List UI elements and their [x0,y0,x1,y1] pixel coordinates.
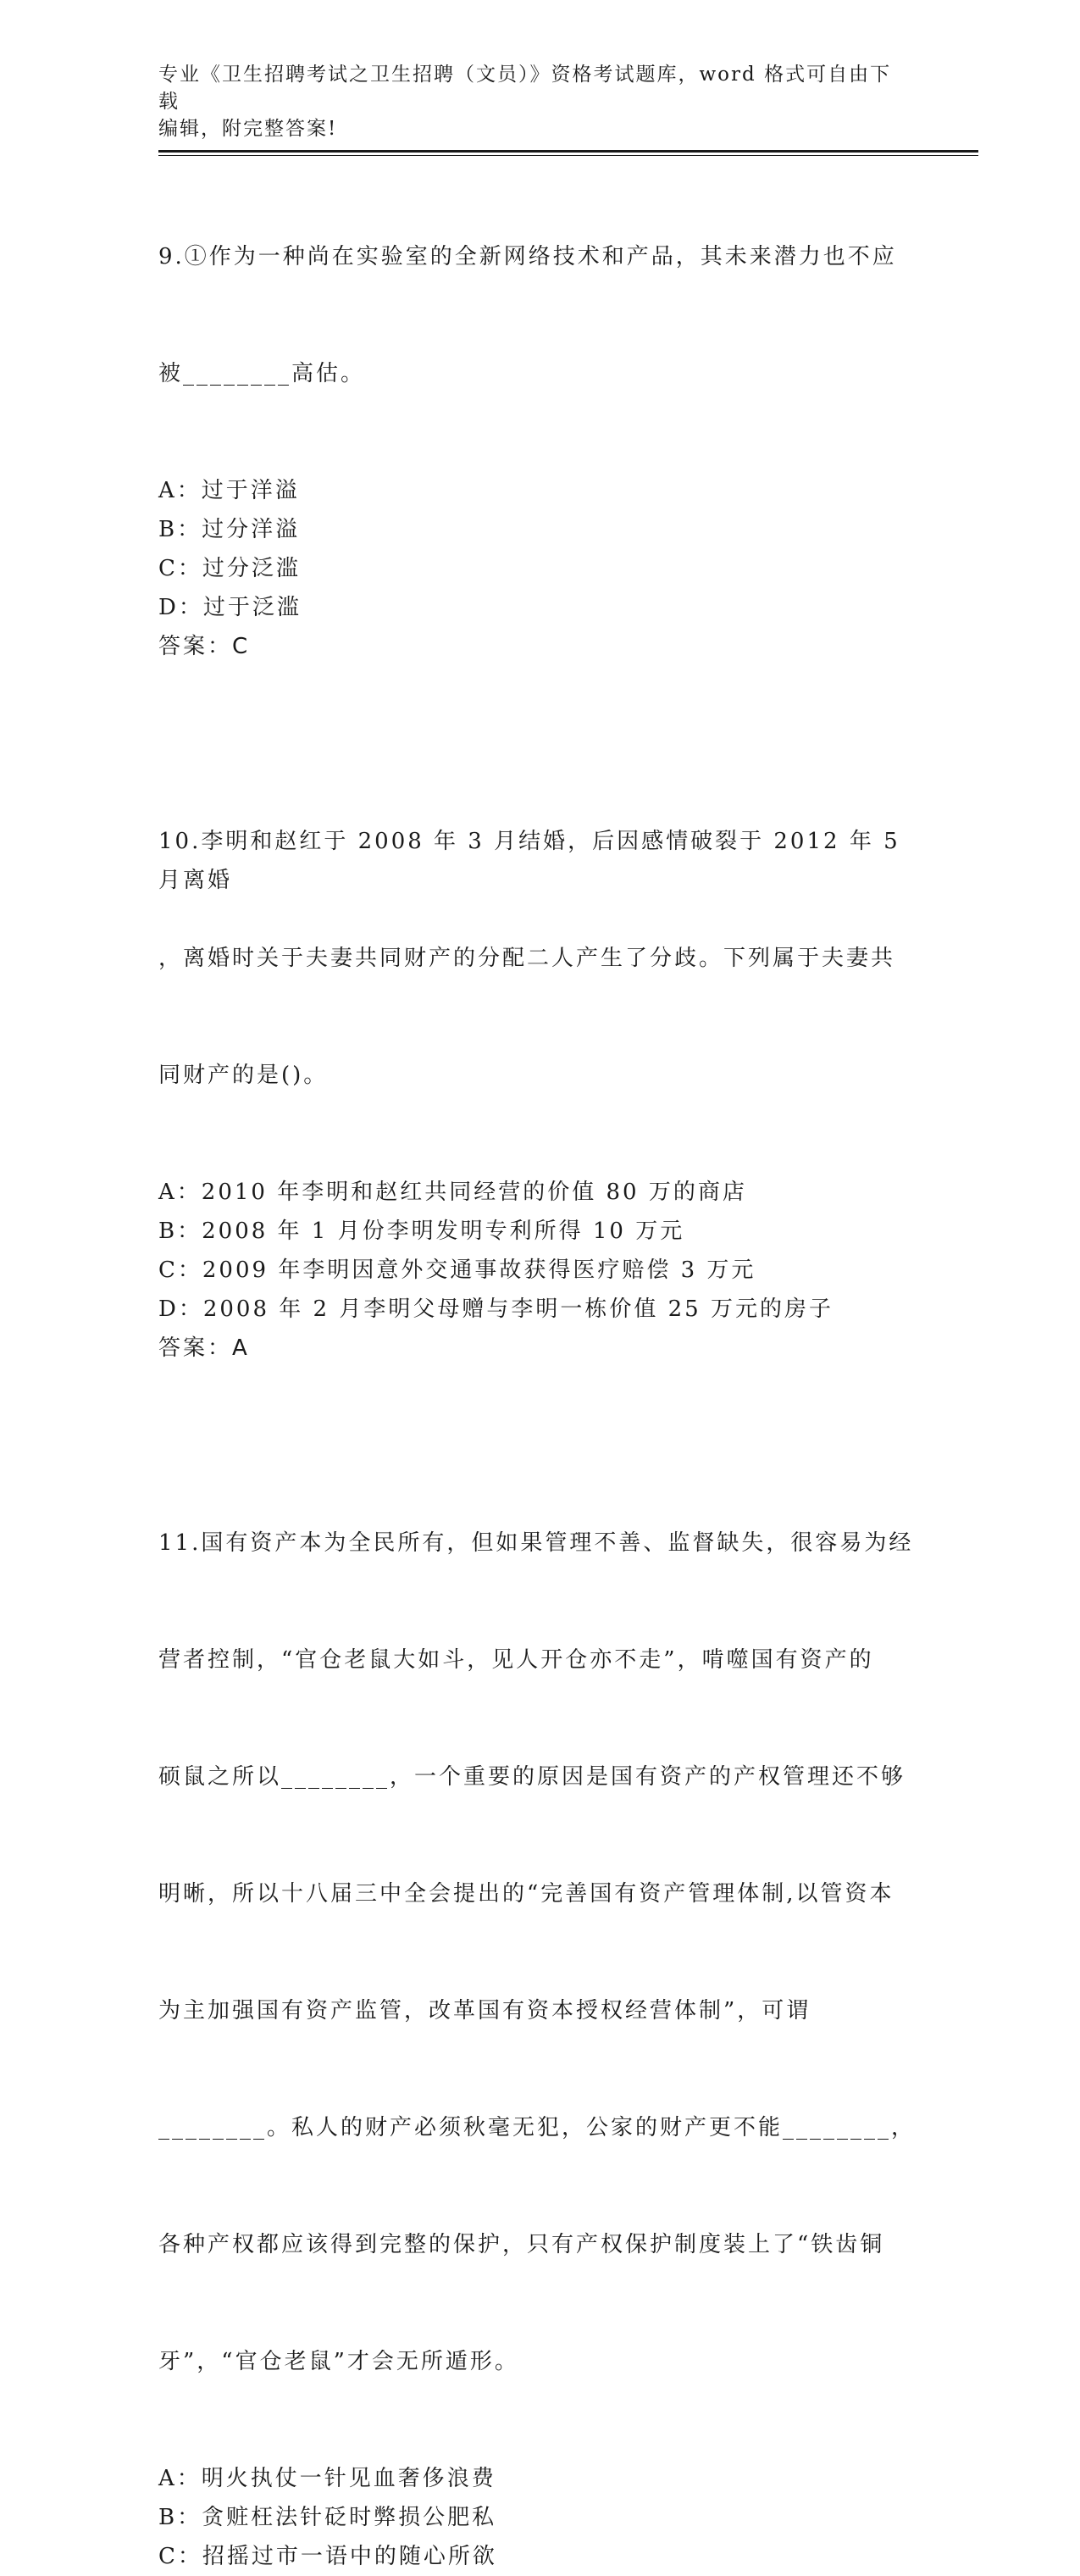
stem-line: 9.①作为一种尚在实验室的全新网络技术和产品，其未来潜力也不应 [158,244,897,269]
stem-line: 硕鼠之所以________，一个重要的原因是国有资产的产权管理还不够 [158,1764,906,1790]
stem-line: 同财产的是()。 [158,1063,329,1088]
question-stem [158,159,921,471]
option-a: A：明火执仗一针见血奢侈浪费 [158,2466,496,2491]
stem-line: ________。私人的财产必须秋毫无犯，公家的财产更不能________， [158,2115,917,2140]
question-9 [158,159,921,666]
stem-line: 为主加强国有资产监管，改革国有资本授权经营体制”，可谓 [158,1998,811,2024]
stem-line: 明晰，所以十八届三中全会提出的“完善国有资产管理体制,以管资本 [158,1881,894,1907]
answer: 答案：C [158,634,251,659]
stem-line: 11.国有资产本为全民所有，但如果管理不善、监督缺失，很容易为经 [158,1530,914,1556]
stem-line: 10.李明和赵红于 2008 年 3 月结婚，后因感情破裂于 2012 年 5 月离婚 [158,829,910,893]
question-stem [158,1446,921,2459]
question-spacer [158,1368,921,1446]
option-d: D：2008 年 2 月李明父母赠与李明一栋价值 25 万元的房子 [158,1296,834,1322]
question-list [158,159,921,2576]
header-divider-thin [158,155,978,156]
stem-line: 各种产权都应该得到完整的保护，只有产权保护制度装上了“铁齿铜 [158,2232,885,2257]
header-line-2: 编辑，附完整答案! [158,118,338,140]
question-10 [158,744,921,1368]
stem-line: 牙”，“官仓老鼠”才会无所遁形。 [158,2349,519,2374]
header-line-1: 专业《卫生招聘考试之卫生招聘（文员）》资格考试题库，word 格式可自由下载 [158,64,892,113]
option-a: A：2010 年李明和赵红共同经营的价值 80 万的商店 [158,1180,747,1205]
stem-line: ，离婚时关于夫妻共同财产的分配二人产生了分歧。下列属于夫妻共 [158,946,896,971]
question-stem [158,744,921,1173]
question-spacer [158,666,921,744]
option-b: B：2008 年 1 月份李明发明专利所得 10 万元 [158,1219,685,1244]
answer: 答案：A [158,1335,250,1361]
option-d: D：过于泛滥 [158,595,302,620]
header-divider-thick [158,150,978,153]
stem-line: 被________高估。 [158,361,366,386]
stem-line: 营者控制，“官仓老鼠大如斗，见人开仓亦不走”，啃噬国有资产的 [158,1647,874,1673]
option-a: A：过于洋溢 [158,478,300,503]
question-11 [158,1446,921,2576]
option-b: B：过分洋溢 [158,517,301,542]
option-b: B：贪赃枉法针砭时弊损公肥私 [158,2505,497,2530]
option-c: C：招摇过市一语中的随心所欲 [158,2544,497,2569]
option-c: C：2009 年李明因意外交通事故获得医疗赔偿 3 万元 [158,1257,756,1283]
option-c: C：过分泛滥 [158,556,301,581]
document-header [158,61,904,142]
